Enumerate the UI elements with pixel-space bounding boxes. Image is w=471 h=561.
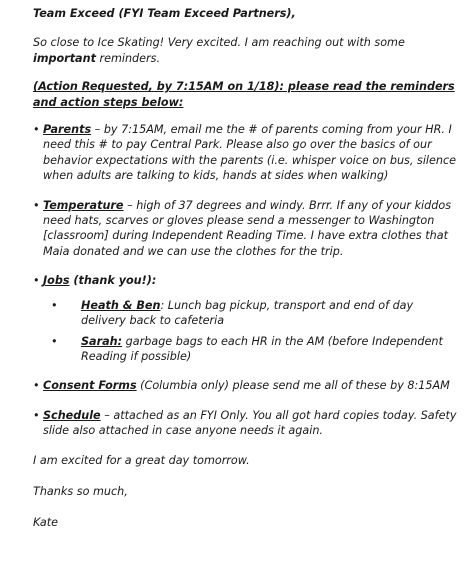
signoff-line: Thanks so much, bbox=[33, 484, 128, 498]
bullet-icon: • bbox=[51, 334, 58, 348]
bullet-icon: • bbox=[51, 298, 58, 312]
item-jobs-text: (thank you!): bbox=[69, 274, 157, 288]
item-jobs bbox=[33, 273, 461, 364]
subitem-heath-ben bbox=[33, 298, 461, 329]
item-parents bbox=[33, 122, 461, 184]
item-parents-label: Parents bbox=[43, 123, 92, 137]
item-consent-label: Consent Forms bbox=[43, 379, 137, 393]
intro-emphasis: important bbox=[33, 51, 96, 65]
greeting: Team Exceed (FYI Team Exceed Partners), bbox=[33, 7, 296, 20]
reminder-list bbox=[33, 122, 461, 439]
item-temperature-text: – high of 37 degrees and windy. Brrr. If any of your kiddos need hats, scarves or gloves please send a messenger to Washington [classroom] during Independent Reading Time. I have extra clothes that Maia donated and we can use the clothes for the trip. bbox=[43, 198, 452, 258]
item-schedule-label: Schedule bbox=[43, 408, 101, 422]
item-schedule-text: – attached as an FYI Only. You all got hard copies today. Safety slide also attached in case anyone needs it again. bbox=[43, 408, 457, 438]
item-temperature bbox=[33, 198, 461, 260]
subitem-sarah-text: garbage bags to each HR in the AM (before Independent Reading if possible) bbox=[81, 334, 443, 363]
subitem-heath-ben-text: : Lunch bag pickup, transport and end of day delivery back to cafeteria bbox=[81, 298, 414, 328]
item-schedule bbox=[33, 408, 461, 439]
bullet-icon: • bbox=[33, 123, 40, 137]
bullet-icon: • bbox=[33, 198, 40, 212]
bullet-icon: • bbox=[33, 408, 40, 422]
subitem-heath-ben-label: Heath & Ben bbox=[81, 298, 161, 312]
item-jobs-label: Jobs bbox=[43, 274, 70, 288]
signature: Kate bbox=[33, 516, 59, 530]
item-parents-text: – by 7:15AM, email me the # of parents coming from your HR. I need this # to pay Central Park. Please also go over the basics of our behavior expectations with the parents (i.e. whisper voice on bus, silence when adults are talking to kids, hands at sides when walking) bbox=[43, 123, 457, 183]
intro-paragraph bbox=[33, 35, 461, 66]
bullet-icon: • bbox=[33, 274, 40, 288]
item-consent bbox=[33, 378, 461, 393]
subitem-sarah bbox=[33, 334, 461, 365]
intro-text-1: So close to Ice Skating! Very excited. I am reaching out with some bbox=[33, 36, 405, 50]
item-temperature-label: Temperature bbox=[43, 198, 124, 212]
subitem-sarah-label: Sarah: bbox=[81, 334, 123, 348]
action-heading: (Action Requested, by 7:15AM on 1/18): please read the reminders and action steps below: bbox=[33, 80, 455, 109]
intro-text-2: reminders. bbox=[95, 51, 161, 65]
jobs-sublist bbox=[43, 298, 461, 365]
item-consent-text: (Columbia only) please send me all of these by 8:15AM bbox=[136, 379, 450, 393]
closing-line: I am excited for a great day tomorrow. bbox=[33, 453, 250, 467]
bullet-icon: • bbox=[33, 379, 40, 393]
